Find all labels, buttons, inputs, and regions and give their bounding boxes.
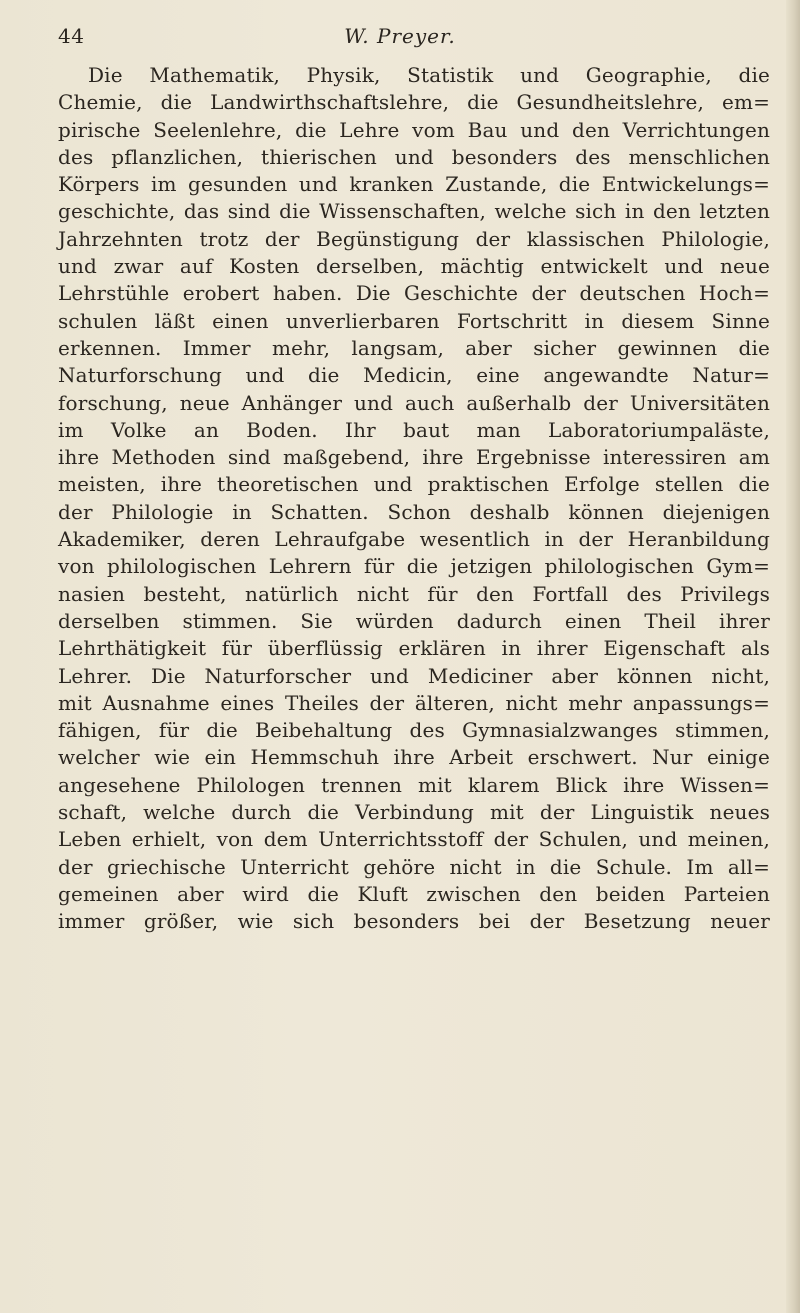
text-line: geschichte, das sind die Wissenschaften, welche sich in den letzten [58, 199, 770, 224]
text-line: des pflanzlichen, thierischen und besonders des menschlichen [58, 144, 770, 169]
text-line: Lehrstühle erobert haben. Die Geschichte der deutschen Hoch= [58, 281, 770, 306]
text-line: schaft, welche durch die Verbindung mit der Linguistik neues [58, 800, 770, 825]
page-edge-shadow [786, 0, 800, 1313]
text-line: schulen läßt einen unverlierbaren Fortschritt in diesem Sinne [58, 308, 770, 333]
text-line: Naturforschung und die Medicin, eine angewandte Natur= [58, 363, 770, 388]
running-head: W. Preyer. [344, 24, 456, 48]
text-line: forschung, neue Anhänger und auch außerhalb der Universitäten [58, 390, 770, 415]
text-line: meisten, ihre theoretischen und praktischen Erfolge stellen die [58, 472, 770, 497]
text-line: Jahrzehnten trotz der Begünstigung der klassischen Philologie, [58, 226, 770, 251]
text-line: der Philologie in Schatten. Schon deshalb können diejenigen [58, 499, 770, 524]
text-line: derselben stimmen. Sie würden dadurch einen Theil ihrer [58, 608, 770, 633]
text-line: Leben erhielt, von dem Unterrichtsstoff der Schulen, und meinen, [58, 827, 770, 852]
text-line: Chemie, die Landwirthschaftslehre, die Gesundheitslehre, em= [58, 90, 770, 115]
text-line: Akademiker, deren Lehraufgabe wesentlich in der Heranbildung [58, 527, 770, 552]
text-line: Lehrthätigkeit für überflüssig erklären in ihrer Eigenschaft als [58, 636, 770, 661]
text-line: ihre Methoden sind maßgebend, ihre Ergebnisse interessiren am [58, 445, 770, 470]
text-line: immer größer, wie sich besonders bei der Besetzung neuer [58, 909, 770, 934]
page-number: 44 [58, 24, 85, 48]
text-line: der griechische Unterricht gehöre nicht in die Schule. Im all= [58, 854, 770, 879]
body-paragraph [58, 62, 770, 936]
text-line: mit Ausnahme eines Theiles der älteren, nicht mehr anpassungs= [58, 690, 770, 715]
text-line: nasien besteht, natürlich nicht für den Fortfall des Privilegs [58, 581, 770, 606]
text-line: Die Mathematik, Physik, Statistik und Geographie, die [88, 63, 770, 87]
text-line: im Volke an Boden. Ihr baut man Laboratoriumpaläste, [58, 417, 770, 442]
text-line: gemeinen aber wird die Kluft zwischen den beiden Parteien [58, 881, 770, 906]
text-line: und zwar auf Kosten derselben, mächtig entwickelt und neue [58, 254, 770, 279]
text-line: fähigen, für die Beibehaltung des Gymnasialzwanges stimmen, [58, 718, 770, 743]
text-line: pirische Seelenlehre, die Lehre vom Bau und den Verrichtungen [58, 117, 770, 142]
text-line: Körpers im gesunden und kranken Zustande, die Entwickelungs= [58, 172, 770, 197]
page-header [0, 22, 800, 52]
text-line: angesehene Philologen trennen mit klarem Blick ihre Wissen= [58, 772, 770, 797]
text-line: erkennen. Immer mehr, langsam, aber sicher gewinnen die [58, 335, 770, 360]
text-line: von philologischen Lehrern für die jetzigen philologischen Gym= [58, 554, 770, 579]
text-line: welcher wie ein Hemmschuh ihre Arbeit erschwert. Nur einige [58, 745, 770, 770]
text-line: Lehrer. Die Naturforscher und Mediciner aber können nicht, [58, 663, 770, 688]
